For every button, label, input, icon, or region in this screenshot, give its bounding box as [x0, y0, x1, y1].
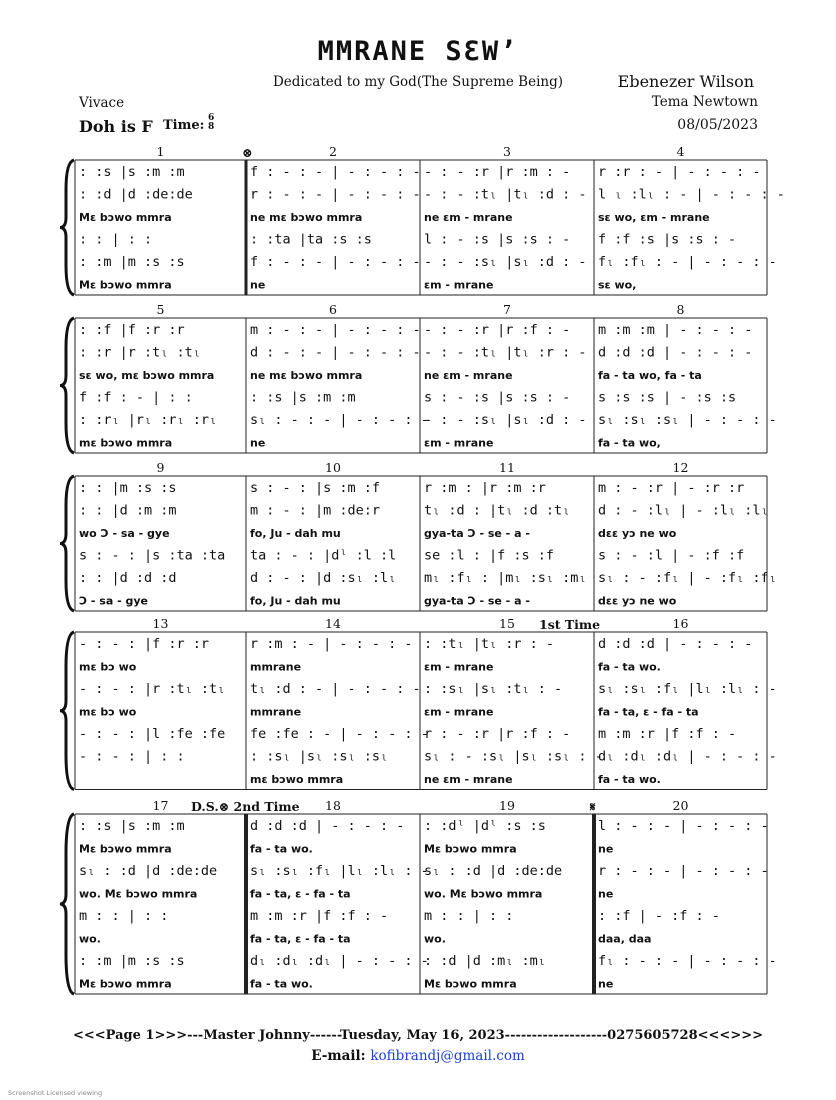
lyric-cell: wo. Mɛ bɔwo mmra — [424, 887, 543, 901]
lyric-cell: Mɛ bɔwo mmra — [79, 278, 172, 292]
solfa-cell: m :m :r |f :f : - — [250, 908, 389, 924]
solfa-cell: : :r |r :tₗ :tₗ — [79, 344, 201, 361]
measure-number: 18 — [325, 798, 341, 813]
solfa-cell: - : - :r |r :m : - — [424, 164, 571, 180]
solfa-cell: l : - :s |s :s : - — [424, 231, 571, 248]
lyric-cell: wo. — [424, 932, 446, 946]
solfa-cell: fₗ : - : - | - : - : - — [598, 953, 777, 969]
solfa-cell: d : - : - | - : - : - — [250, 344, 421, 361]
solfa-cell: f : - : - | - : - : - — [250, 254, 421, 270]
lyric-cell: ne ɛm - mrane — [424, 773, 513, 786]
lyric-cell: fa - ta wo. — [598, 660, 661, 674]
lyric-cell: fo, Ju - dah mu — [250, 594, 341, 608]
solfa-cell: : :tₗ |tₗ :r : - — [424, 636, 555, 652]
solfa-cell: sₗ :sₗ :fₗ |lₗ :lₗ : - — [250, 863, 429, 879]
solfa-cell: m : : | : : — [424, 908, 514, 924]
solfa-cell: mₗ :fₗ : |mₗ :sₗ :mₗ — [424, 570, 587, 586]
lyric-cell: ne — [598, 887, 614, 901]
system-brace — [60, 160, 74, 295]
solfa-cell: : : |d :m :m — [79, 502, 177, 519]
solfa-cell: m : - :r | - :r :r — [598, 480, 745, 496]
lyric-cell: fa - ta, ɛ - fa - ta — [250, 932, 351, 946]
lyric-cell: fa - ta wo, — [598, 436, 661, 450]
lyric-cell: mɛ bɔwo mmra — [79, 436, 173, 450]
solfa-cell: ta : - : |dˡ :l :l — [250, 547, 397, 564]
solfa-cell: r :r : - | - : - : - — [598, 164, 761, 180]
solfa-cell: : :ta |ta :s :s — [250, 231, 372, 248]
composition-date: 08/05/2023 — [677, 117, 758, 133]
solfa-cell: sₗ :sₗ :fₗ |lₗ :lₗ : - — [598, 681, 777, 697]
measure-number: 14 — [325, 616, 341, 631]
solfa-cell: r : - : - | - : - : - — [250, 186, 421, 203]
lyric-cell: Mɛ bɔwo mmra — [424, 977, 517, 991]
solfa-cell: fe :fe : - | - : - : - — [250, 726, 429, 742]
solfa-cell: : :rₗ |rₗ :rₗ :rₗ — [79, 412, 218, 428]
solfa-cell: : :f |f :r :r — [79, 322, 185, 338]
lyric-cell: Mɛ bɔwo mmra — [79, 211, 172, 224]
lyric-cell: dɛɛ yɔ ne wo — [598, 527, 677, 540]
measure-number: 4 — [676, 144, 685, 159]
section-mark: ⊗ — [242, 145, 253, 160]
measure-number: 2 — [329, 144, 337, 159]
solfa-cell: r : - : - | - : - : - — [598, 863, 769, 879]
lyric-cell: wo. — [79, 932, 101, 946]
solfa-cell: fₗ :fₗ : - | - : - : - — [598, 254, 777, 270]
system-brace — [60, 318, 74, 453]
solfa-cell: - : - :r |r :f : - — [424, 322, 571, 338]
solfa-cell: sₗ : :d |d :de:de — [424, 863, 563, 879]
solfa-cell: : :sₗ |sₗ :tₗ : - — [424, 681, 563, 697]
solfa-cell: - : - : |r :tₗ :tₗ — [79, 681, 226, 697]
solfa-cell: r :m : |r :m :r — [424, 480, 546, 496]
solfa-cell: sₗ :sₗ :sₗ | - : - : - — [598, 412, 777, 428]
solfa-cell: sₗ : - : - | - : - : - — [250, 412, 429, 428]
measure-number: 3 — [503, 144, 511, 159]
solfa-cell: d : - :lₗ | - :lₗ :lₗ — [598, 502, 769, 519]
lyric-cell: mmrane — [250, 705, 302, 719]
measure-number: 1 — [156, 144, 165, 159]
solfa-cell: sₗ : - :sₗ |sₗ :sₗ : - — [424, 748, 603, 765]
lyric-cell: ne — [250, 436, 266, 450]
lyric-cell: Mɛ bɔwo mmra — [79, 842, 172, 856]
composer-location: Tema Newtown — [651, 94, 758, 110]
lyric-cell: ne — [598, 977, 614, 991]
measure-number: 10 — [325, 460, 341, 475]
lyric-cell: Mɛ bɔwo mmra — [424, 842, 517, 856]
dedication: Dedicated to my God(The Supreme Being) — [272, 74, 564, 90]
key-signature: Doh is F — [79, 117, 153, 136]
section-mark: 1st Time — [539, 617, 601, 632]
lyric-cell: ne — [250, 278, 266, 292]
solfa-cell: dₗ :dₗ :dₗ | - : - : - — [598, 748, 777, 765]
time-signature-label: Time: — [163, 118, 205, 133]
solfa-cell: - : - :sₗ |sₗ :d : - — [424, 412, 587, 428]
solfa-cell: - : - :sₗ |sₗ :d : - — [424, 254, 587, 270]
solfa-cell: : : |d :d :d — [79, 570, 177, 586]
solfa-cell: se :l : |f :s :f — [424, 547, 555, 564]
lyric-cell: ɛm - mrane — [424, 278, 494, 292]
solfa-cell: l : - : - | - : - : - — [598, 818, 769, 834]
email-link[interactable]: kofibrandj@gmail.com — [370, 1048, 525, 1064]
measure-number: 8 — [676, 302, 685, 317]
system-brace — [60, 632, 74, 790]
lyric-cell: Mɛ bɔwo mmra — [79, 977, 172, 991]
lyric-cell: fa - ta wo. — [250, 977, 313, 991]
solfa-cell: dₗ :dₗ :dₗ | - : - : - — [250, 953, 429, 969]
footer-email-row — [0, 1048, 836, 1064]
solfa-cell: d :d :d | - : - : - — [598, 636, 753, 652]
solfa-cell: : :f | - :f : - — [598, 908, 720, 924]
lyric-cell: ne ɛm - mrane — [424, 211, 513, 224]
measure-number: 13 — [152, 616, 169, 631]
lyric-cell: ne mɛ bɔwo mmra — [250, 211, 363, 224]
solfa-cell: : :s |s :m :m — [250, 389, 356, 406]
measure-number: 7 — [503, 302, 511, 317]
solfa-cell: - : - : | : : — [79, 748, 185, 765]
lyric-cell: sɛ wo, — [598, 278, 637, 292]
solfa-cell: : :m |m :s :s — [79, 953, 185, 969]
solfa-cell: d :d :d | - : - : - — [598, 344, 753, 361]
solfa-cell: tₗ :d : - | - : - : - — [250, 681, 421, 697]
solfa-cell: - : - : |f :r :r — [79, 636, 210, 652]
solfa-cell: tₗ :d : |tₗ :d :tₗ — [424, 502, 571, 519]
solfa-cell: s :s :s | - :s :s — [598, 389, 737, 406]
lyric-cell: mɛ bɔ wo — [79, 705, 137, 719]
solfa-cell: - : - :tₗ |tₗ :r : - — [424, 344, 587, 361]
email-label: E-mail: — [311, 1048, 371, 1064]
lyric-cell: ɛm - mrane — [424, 436, 494, 450]
solfa-cell: : : | : : — [79, 231, 153, 248]
solfa-cell: : :m |m :s :s — [79, 254, 185, 270]
solfa-cell: : :s |s :m :m — [79, 164, 185, 180]
solfa-cell: r : - :r |r :f : - — [424, 726, 571, 742]
solfa-cell: : :sₗ |sₗ :sₗ :sₗ — [250, 748, 389, 765]
measure-number: 6 — [329, 302, 337, 317]
tempo-marking: Vivace — [79, 95, 125, 111]
solfa-cell: : :s |s :m :m — [79, 818, 185, 834]
lyric-cell: ɛm - mrane — [424, 705, 494, 719]
solfa-cell: d : - : |d :sₗ :lₗ — [250, 570, 397, 586]
lyric-cell: ne ɛm - mrane — [424, 369, 513, 382]
system-brace — [60, 476, 74, 611]
section-mark: D.S.⊗ 2nd Time — [191, 799, 300, 814]
lyric-cell: sɛ wo, mɛ bɔwo mmra — [79, 369, 215, 382]
composer-name: Ebenezer Wilson — [617, 72, 754, 91]
lyric-cell: dɛɛ yɔ ne wo — [598, 594, 677, 608]
solfa-cell: - : - :tₗ |tₗ :d : - — [424, 186, 587, 203]
measure-number: 5 — [156, 302, 165, 317]
lyric-cell: sɛ wo, ɛm - mrane — [598, 211, 710, 224]
solfa-cell: : :d |d :de:de — [79, 186, 193, 203]
lyric-cell: fa - ta, ɛ - fa - ta — [598, 705, 699, 719]
time-numerator: 6 — [208, 113, 215, 123]
lyric-cell: fa - ta wo. — [598, 773, 661, 786]
measure-number: 12 — [672, 460, 689, 475]
solfa-cell: s : - :l | - :f :f — [598, 547, 745, 564]
system-brace — [60, 814, 74, 994]
measure-number: 20 — [672, 798, 689, 813]
solfa-cell: f : - : - | - : - : - — [250, 164, 421, 180]
lyric-cell: wo Ɔ - sa - gye — [79, 527, 170, 540]
measure-number: 17 — [152, 798, 169, 813]
song-title: MMRANE SƐW’ — [317, 36, 519, 67]
lyric-cell: gya-ta Ɔ - se - a - — [424, 527, 530, 540]
solfa-cell: sₗ : - :fₗ | - :fₗ :fₗ — [598, 570, 777, 586]
lyric-cell: ɛm - mrane — [424, 660, 494, 674]
solfa-cell: : :d |d :mₗ :mₗ — [424, 953, 546, 969]
watermark: Screenshot Licensed viewing — [8, 1089, 103, 1097]
lyric-cell: wo. Mɛ bɔwo mmra — [79, 887, 198, 901]
solfa-cell: f :f :s |s :s : - — [598, 231, 737, 248]
lyric-cell: fa - ta wo. — [250, 842, 313, 856]
solfa-cell: d :d :d | - : - : - — [250, 818, 405, 834]
measure-number: 9 — [156, 460, 165, 475]
lyric-cell: ne — [598, 842, 614, 856]
solfa-cell: r :m : - | - : - : - — [250, 636, 413, 652]
lyric-cell: fa - ta wo, fa - ta — [598, 369, 702, 382]
lyric-cell: fo, Ju - dah mu — [250, 527, 341, 540]
solfa-cell: s : - : |s :ta :ta — [79, 547, 226, 564]
solfa-cell: m :m :m | - : - : - — [598, 322, 753, 338]
lyric-cell: mɛ bɔwo mmra — [250, 773, 344, 786]
lyric-cell: Ɔ - sa - gye — [79, 594, 148, 608]
lyric-cell: fa - ta, ɛ - fa - ta — [250, 887, 351, 901]
solfa-cell: m : - : - | - : - : - — [250, 322, 421, 338]
solfa-cell: m : - : |m :de:r — [250, 502, 381, 519]
solfa-cell: - : - : |l :fe :fe — [79, 726, 226, 742]
solfa-cell: f :f : - | : : — [79, 389, 193, 406]
measure-number: 11 — [499, 460, 515, 475]
solfa-cell: s : - :s |s :s : - — [424, 389, 571, 406]
lyric-cell: ne mɛ bɔwo mmra — [250, 369, 363, 382]
footer-line: <<<Page 1>>>---Master Johnny------Tuesday, May 16, 2023-------------------0275605728<<<>>> — [73, 1028, 763, 1043]
measure-number: 19 — [499, 798, 515, 813]
measure-number: 16 — [672, 616, 689, 631]
solfa-cell: : :dˡ |dˡ :s :s — [424, 818, 546, 834]
solfa-cell: l ₗ :lₗ : - | - : - : - — [598, 186, 785, 203]
solfa-cell: sₗ : :d |d :de:de — [79, 863, 218, 879]
time-denominator: 8 — [208, 122, 215, 132]
solfa-cell: m : : | : : — [79, 908, 169, 924]
solfa-cell: s : - : |s :m :f — [250, 480, 381, 496]
measure-number: 15 — [499, 616, 515, 631]
solfa-cell: : : |m :s :s — [79, 480, 177, 496]
lyric-cell: mɛ bɔ wo — [79, 660, 137, 674]
lyric-cell: gya-ta Ɔ - se - a - — [424, 594, 530, 608]
lyric-cell: daa, daa — [598, 932, 652, 946]
section-mark: 𝄋 — [590, 799, 596, 814]
lyric-cell: mmrane — [250, 660, 302, 674]
solfa-cell: m :m :r |f :f : - — [598, 726, 737, 742]
